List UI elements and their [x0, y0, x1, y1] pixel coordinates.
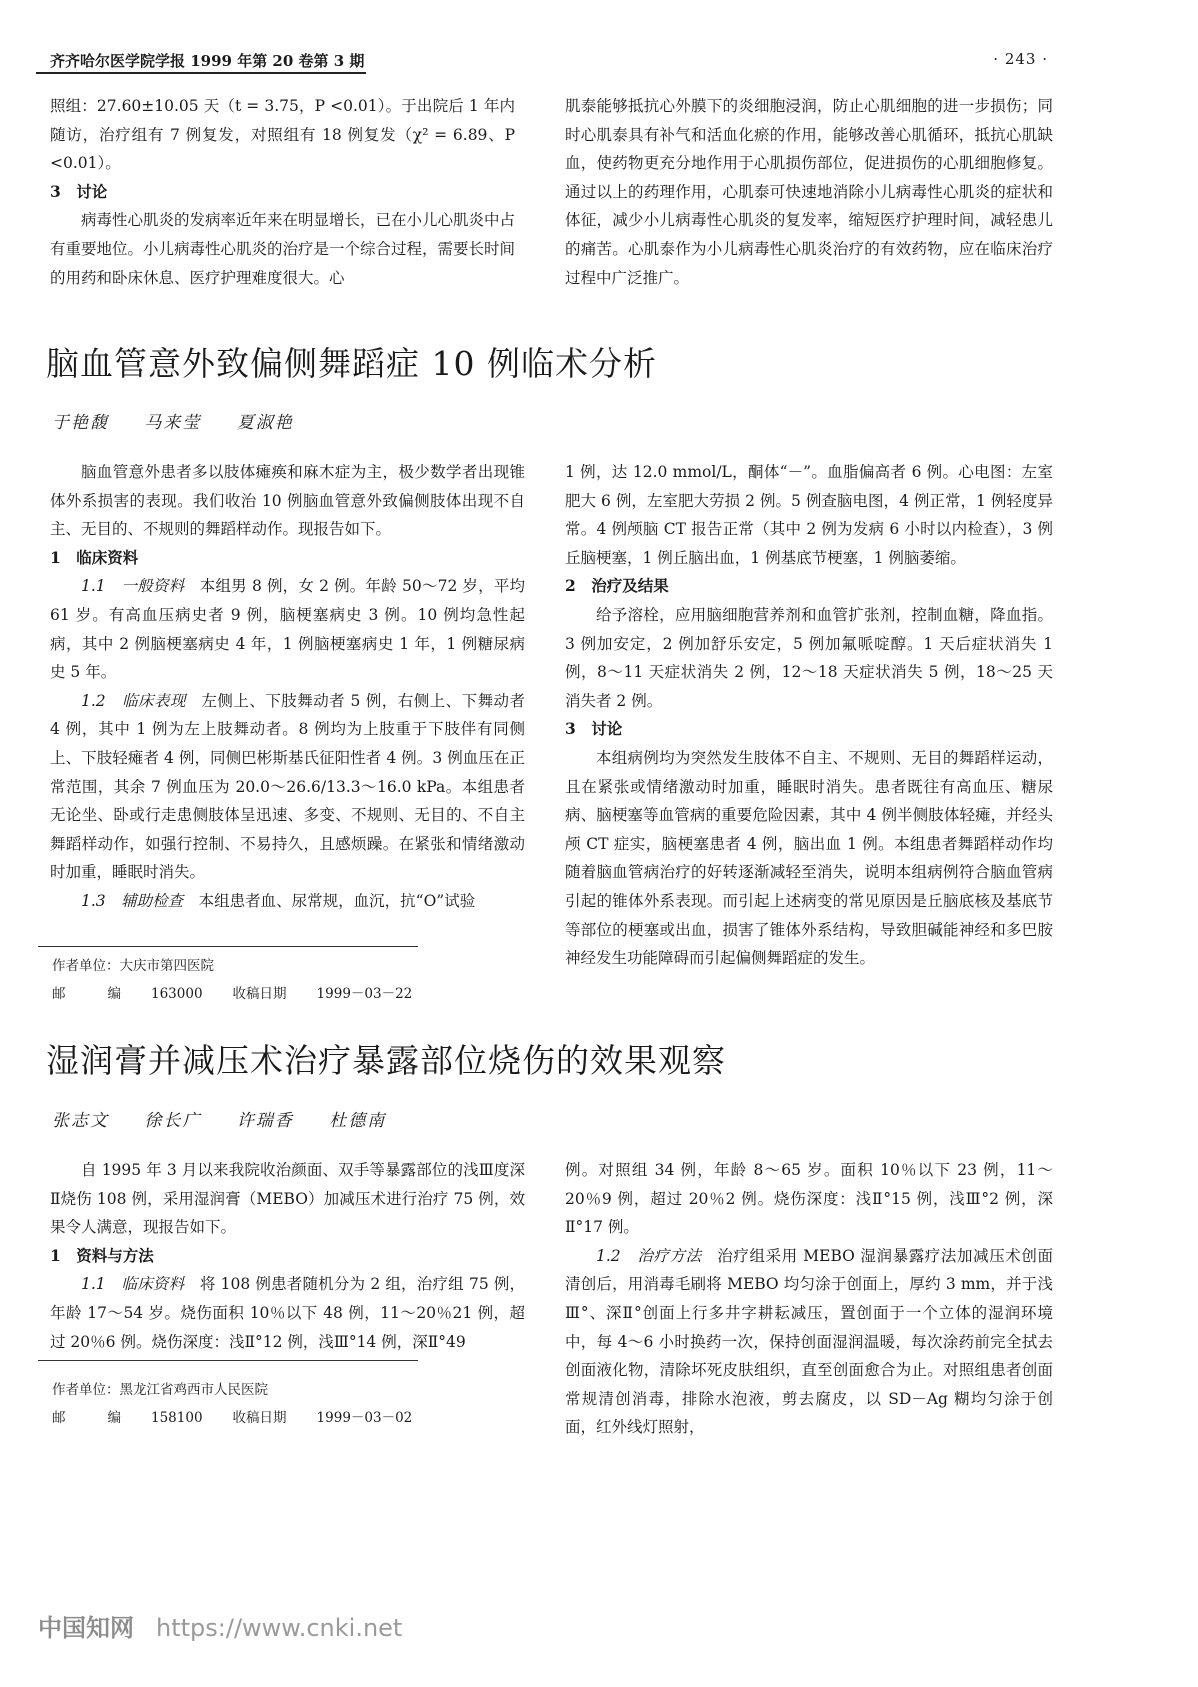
subsection-label: 1.1 一般资料	[81, 577, 185, 596]
subsection-text: 左侧上、下肢舞动者 5 例，右侧上、下舞动者 4 例，其中 1 例为左上肢舞动者。8 例均为上肢重于下肢伴有同侧上、下肢轻瘫者 4 例，同侧巴彬斯基氏征阳性者 4 例。3 例血压在正常范围，其余 7 例血压为 20.0～26.6/13.3～16.0 kPa。本组患者无论坐、卧或行走患侧肢体呈迅速、多变、不规则、无目的、不自主舞蹈样动作，如强行控制、不易持久，且感烦躁。在紧张和情绪激动时加重，睡眠时消失。	[50, 691, 525, 882]
subsection-text: 治疗组采用 MEBO 湿润暴露疗法加减压术创面清创后，用消毒毛刷将 MEBO 均匀涂于创面上，厚约 3 mm，并于浅Ⅲ°、深Ⅱ°创面上行多井字耕耘减压，置创面于一个立体的湿润环境中，每 4～6 小时换药一次，保持创面湿润温暖，每次涂药前完全拭去创面液化物，清除坏死皮肤组织，直至创面愈合为止。对照组患者创面常规清创消毒，排除水泡液，剪去腐皮，以 SD－Ag 糊均匀涂于创面，红外线灯照射，	[565, 1246, 1053, 1437]
subsection-paragraph	[565, 1242, 1053, 1442]
subsection-paragraph	[50, 572, 525, 686]
journal-header: 齐齐哈尔医学院学报 1999 年第 20 卷第 3 期	[50, 52, 365, 70]
article1-authors	[52, 408, 322, 433]
paragraph: 本组病例均为突然发生肢体不自主、不规则、无目的舞蹈样运动，且在紧张或情绪激动时加重，睡眠时消失。患者既往有高血压、糖尿病、脑梗塞等血管病的重要危险因素，其中 4 例半侧肢体轻瘫，并经头颅 CT 症实，脑梗塞患者 4 例，脑出血 1 例。本组患者舞蹈样动作均随着脑血管病治疗的好转逐渐减轻至消失，说明本组病例符合脑血管病引起的锥体外系表现。而引起上述病变的常见原因是丘脑底核及基底节等部位的梗塞或出血，损害了锥体外系结构，导致胆碱能神经和多巴胺神经发生功能障碍而引起偏侧舞蹈症的发生。	[565, 748, 1053, 968]
article1-right-column	[565, 458, 1053, 973]
author: 许瑞香	[236, 1111, 294, 1131]
subsection-paragraph	[50, 687, 525, 887]
postcode-line: 邮 编 158100 收稿日期 1999－03－02	[52, 1410, 413, 1426]
subsection-label: 1.1 临床资料	[81, 1275, 185, 1294]
paragraph: 脑血管意外患者多以肢体瘫痪和麻木症为主，极少数学者出现锥体外系损害的表现。我们收治 10 例脑血管意外致偏侧肢体出现不自主、无目的、不规则的舞蹈样动作。现报告如下。	[50, 463, 525, 539]
subsection-paragraph	[50, 1270, 525, 1356]
prev-article-left-column	[50, 92, 515, 292]
paragraph: 病毒性心肌炎的发病率近年来在明显增长，已在小儿心肌炎中占有重要地位。小儿病毒性心肌炎的治疗是一个综合过程，需要长时间的用药和卧床休息、医疗护理难度很大。心	[50, 211, 516, 287]
received-date: 1999－03－22	[316, 986, 413, 1002]
author: 徐长广	[144, 1111, 202, 1131]
article1-title: 脑血管意外致偏侧舞蹈症 10 例临术分析	[46, 344, 657, 383]
paragraph-continuation: 1 例，达 12.0 mmol/L，酮体“－”。血脂偏高者 6 例。心电图：左室肥大 6 例，左室肥大劳损 2 例。5 例查脑电图，4 例正常，1 例轻度异常。4 例颅脑 CT 报告正常（其中 2 例为发病 6 小时以内检查），3 例丘脑梗塞，1 例丘脑出血，1 例基底节梗塞，1 例脑萎缩。	[565, 463, 1053, 567]
section-heading: 2 治疗及结果	[565, 576, 669, 596]
cnki-watermark	[38, 1608, 402, 1643]
postcode-line: 邮 编 163000 收稿日期 1999－03－22	[52, 986, 413, 1002]
subsection-label: 1.2 治疗方法	[596, 1246, 702, 1265]
author-unit: 作者单位：黑龙江省鸡西市人民医院	[52, 1382, 268, 1398]
author-unit: 作者单位：大庆市第四医院	[52, 958, 214, 974]
article1-left-column	[50, 458, 525, 916]
section-heading: 3 讨论	[50, 181, 108, 201]
subsection-label: 1.2 临床表现	[81, 691, 186, 710]
section-heading: 3 讨论	[565, 719, 623, 739]
paragraph-continuation: 例。对照组 34 例，年龄 8～65 岁。面积 10％以下 23 例，11～20％9 例，超过 20％2 例。烧伤深度：浅Ⅱ°15 例，浅Ⅲ°2 例，深Ⅱ°17 例。	[565, 1161, 1053, 1237]
article2-title: 湿润膏并减压术治疗暴露部位烧伤的效果观察	[46, 1041, 726, 1080]
prev-article-right-column	[565, 92, 1053, 292]
article2-right-column	[565, 1156, 1053, 1442]
cnki-url: https://www.cnki.net	[156, 1614, 403, 1642]
postcode: 158100	[151, 1410, 203, 1426]
paragraph: 自 1995 年 3 月以来我院收治颜面、双手等暴露部位的浅Ⅲ度深Ⅱ烧伤 108 例，采用湿润膏（MEBO）加减压术进行治疗 75 例，效果令人满意，现报告如下。	[50, 1161, 525, 1237]
author: 夏淑艳	[236, 413, 294, 433]
article1-footnote	[52, 952, 412, 1008]
author: 马来莹	[144, 413, 202, 433]
article2-footnote-rule	[38, 1360, 418, 1361]
article2-authors	[52, 1106, 414, 1131]
paragraph-continuation: 肌泰能够抵抗心外膜下的炎细胞浸润，防止心肌细胞的进一步损伤；同时心肌泰具有补气和活血化瘀的作用，能够改善心肌循环，抵抗心肌缺血，使药物更充分地作用于心肌损伤部位，促进损伤的心肌细胞修复。通过以上的药理作用，心肌泰可快速地消除小儿病毒性心肌炎的症状和体征，减少小儿病毒性心肌炎的复发率，缩短医疗护理时间，减轻患儿的痛苦。心肌泰作为小儿病毒性心肌炎治疗的有效药物，应在临床治疗过程中广泛推广。	[565, 97, 1053, 287]
author: 张志文	[52, 1111, 109, 1131]
author: 杜德南	[329, 1111, 387, 1131]
section-heading: 1 临床资料	[50, 547, 139, 567]
received-date: 1999－03－02	[316, 1410, 413, 1426]
subsection-text: 将 108 例患者随机分为 2 组，治疗组 75 例，年龄 17～54 岁。烧伤面积 10％以下 48 例，11～20％21 例，超过 20％6 例。烧伤深度：浅Ⅱ°12 例，浅Ⅲ°14 例，深Ⅱ°49	[50, 1275, 526, 1351]
subsection-label: 1.3 辅助检查	[81, 891, 184, 910]
section-heading: 1 资料与方法	[50, 1245, 154, 1265]
page-number: · 243 ·	[993, 50, 1048, 68]
cnki-logo: 中国知网	[38, 1614, 134, 1642]
subsection-text: 本组男 8 例，女 2 例。年龄 50～72 岁，平均 61 岁。有高血压病史者 9 例，脑梗塞病史 3 例。10 例均急性起病，其中 2 例脑梗塞病史 4 年，1 例脑梗塞病史 1 年，1 例糖尿病史 5 年。	[50, 577, 526, 682]
paragraph: 给予溶栓，应用脑细胞营养剂和血管扩张剂，控制血糖，降血指。3 例加安定，2 例加舒乐安定，5 例加氟哌啶醇。1 天后症状消失 1 例，8～11 天症状消失 2 例，12～18 天症状消失 5 例，18～25 天消失者 2 例。	[565, 605, 1053, 710]
article2-footnote	[52, 1376, 412, 1432]
article1-footnote-rule	[38, 946, 418, 947]
author: 于艳馥	[52, 413, 109, 433]
subsection-text: 本组患者血、尿常规，血沉，抗“O”试验	[198, 891, 476, 910]
header-rule	[36, 72, 366, 74]
article2-left-column	[50, 1156, 525, 1356]
subsection-paragraph	[50, 887, 525, 916]
postcode: 163000	[151, 986, 203, 1002]
paragraph-continuation: 照组：27.60±10.05 天（t = 3.75，P <0.01）。于出院后 1 年内随访，治疗组有 7 例复发，对照组有 18 例复发（χ² = 6.89、P <0.01）。	[50, 97, 515, 173]
